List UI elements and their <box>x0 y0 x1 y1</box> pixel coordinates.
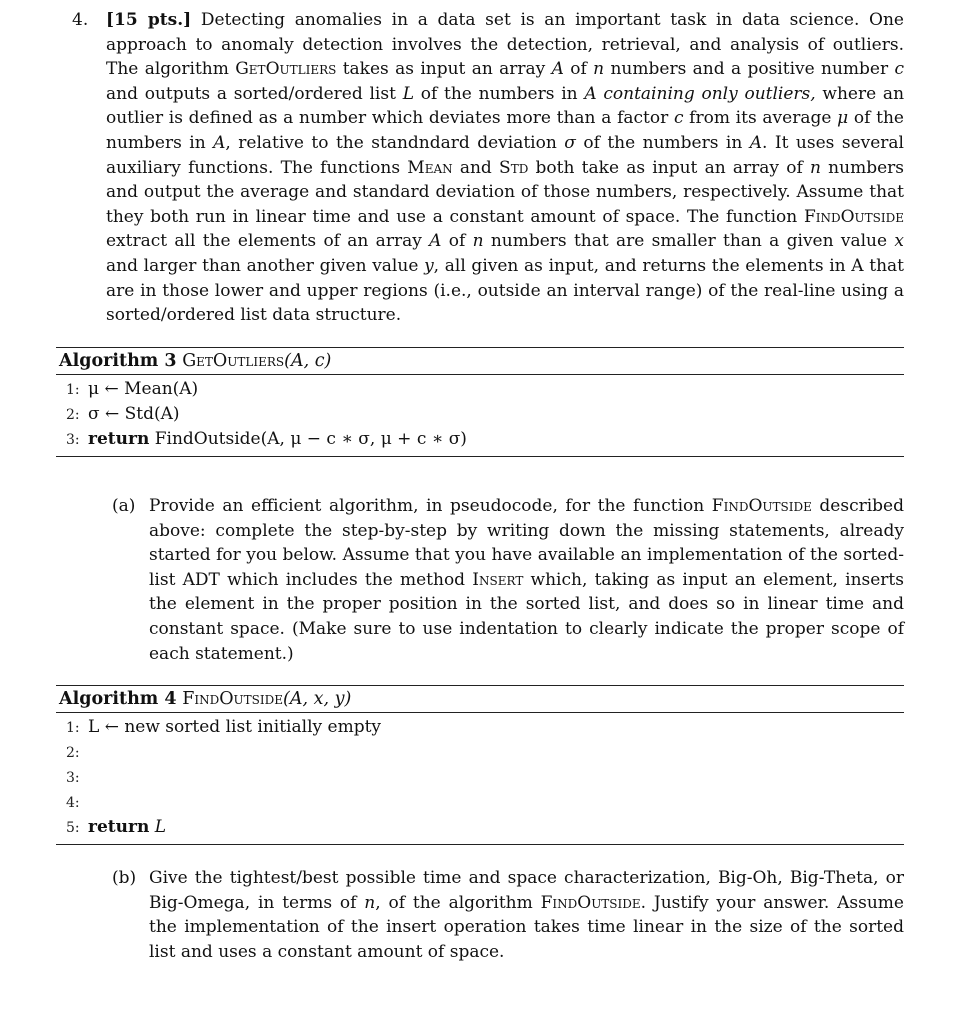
algorithm-4-line: 5: return L <box>66 817 167 837</box>
algorithm-4-box <box>56 685 904 845</box>
algorithm-3-body <box>56 375 904 456</box>
algorithm-4-line: 1: L ← new sorted list initially empty <box>66 717 382 737</box>
part-b <box>112 866 904 964</box>
algorithm-3-box <box>56 347 904 457</box>
algorithm-4-blank-line[interactable]: 3: <box>66 770 80 786</box>
problem-4 <box>72 8 904 328</box>
algorithm-4-blank-line[interactable]: 2: <box>66 745 80 761</box>
part-a <box>112 494 904 666</box>
problem-points: [15 pts.] <box>106 10 192 30</box>
function-name: FindOutside <box>540 892 641 913</box>
function-name: FindOutside <box>711 496 812 516</box>
algorithm-4-blank-line[interactable]: 4: <box>66 795 80 811</box>
function-name: FindOutside <box>803 206 904 227</box>
function-name: Insert <box>472 569 524 590</box>
algorithm-3-line: 1: μ ← Mean(A) <box>66 379 199 399</box>
algorithm-4-header: Algorithm 4 FindOutside(A, x, y) <box>56 686 904 713</box>
algorithm-4-body <box>56 713 904 844</box>
algorithm-3-header: Algorithm 3 GetOutliers(A, c) <box>56 348 904 375</box>
algorithm-4-name: FindOutside <box>182 689 283 709</box>
part-b-label: (b) <box>112 868 137 888</box>
algorithm-3-name: GetOutliers <box>182 351 285 371</box>
algorithm-3-line: 3: return FindOutside(A, μ − c ∗ σ, μ + c ∗ σ) <box>66 429 467 449</box>
algorithm-3-line: 2: σ ← Std(A) <box>66 404 180 424</box>
part-b-text: Give the tightest/best possible time and space characterization, Big-Oh, Big-Theta, or Big-Omega, in terms of n, of the algorithm FindOutside. Justify your answer. Assume the implementation of the insert operation takes time linear in the size of the sorted list and uses a constant amount of space. <box>149 868 904 962</box>
function-name: Mean <box>407 157 453 178</box>
problem-number: 4. <box>72 10 89 30</box>
part-a-label: (a) <box>112 496 136 516</box>
function-name: Std <box>499 157 529 178</box>
function-name: GetOutliers <box>235 59 337 80</box>
part-a-text: Provide an efficient algorithm, in pseudocode, for the function FindOutside described above: complete the step-by-step by writing down the missing statements, already started for you below. Assume that you have available an implementation of the sorted-list ADT which includes the method Insert which, taking as input an element, inserts the element in the proper position in the sorted list, and does so in linear time and constant space. (Make sure to use indentation to clearly indicate the proper scope of each statement.) <box>149 496 905 664</box>
problem-statement: [15 pts.] Detecting anomalies in a data set is an important task in data science. One approach to anomaly detection involves the detection, retrieval, and analysis of outliers. The algorithm GetOutliers takes as input an array A of n numbers and a positive number c and outputs a sorted/ordered list L of the numbers in A containing only outliers, where an outlier is defined as a number which deviates more than a factor c from its average μ of the numbers in A, relative to the standndard deviation σ of the numbers in A. It uses several auxiliary functions. The functions Mean and Std both take as input an array of n numbers and output the average and standard deviation of those numbers, respectively. Assume that they both run in linear time and use a constant amount of space. The function FindOutside extract all the elements of an array A of n numbers that are smaller than a given value x and larger than another given value y, all given as input, and returns the elements in A that are in those lower and upper regions (i.e., outside an interval range) of the real-line using a sorted/ordered list data structure. <box>106 10 905 326</box>
